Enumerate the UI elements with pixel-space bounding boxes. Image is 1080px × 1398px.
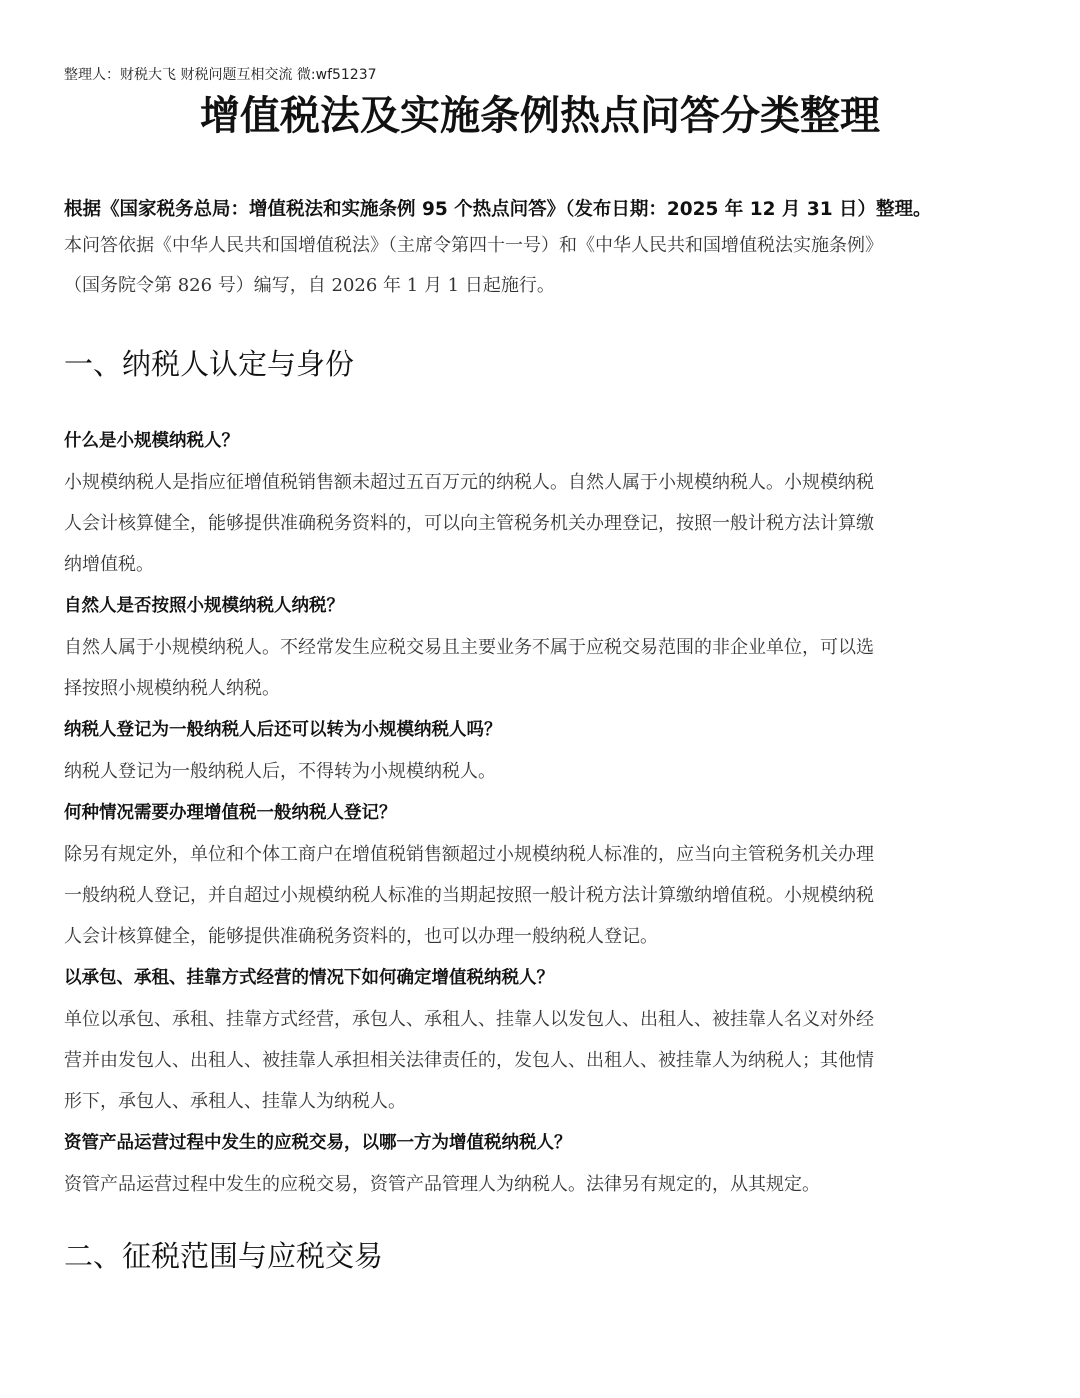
answer-line: 营并由发包人、出租人、被挂靠人承担相关法律责任的，发包人、出租人、被挂靠人为纳税人；其他情 — [64, 1050, 874, 1071]
answer — [64, 834, 1024, 957]
answer-line: 资管产品运营过程中发生的应税交易，资管产品管理人为纳税人。法律另有规定的，从其规定。 — [64, 1174, 820, 1195]
section-heading-1: 一、纳税人认定与身份 — [64, 347, 355, 381]
document-title: 增值税法及实施条例热点问答分类整理 — [200, 93, 880, 139]
qa-item — [64, 591, 1024, 709]
answer-line: 择按照小规模纳税人纳税。 — [64, 678, 280, 699]
question: 什么是小规模纳税人？ — [64, 431, 239, 451]
answer-line: 自然人属于小规模纳税人。不经常发生应税交易且主要业务不属于应税交易范围的非企业单位，可以选 — [64, 637, 874, 658]
answer — [64, 1164, 1024, 1205]
answer-line: 人会计核算健全，能够提供准确税务资料的，可以向主管税务机关办理登记，按照一般计税方法计算缴 — [64, 513, 874, 534]
answer-line: 形下，承包人、承租人、挂靠人为纳税人。 — [64, 1091, 406, 1112]
answer-line: 除另有规定外，单位和个体工商户在增值税销售额超过小规模纳税人标准的，应当向主管税务机关办理 — [64, 844, 874, 865]
qa-item — [64, 963, 1024, 1122]
source-line: 根据《国家税务总局：增值税法和实施条例 95 个热点问答》（发布日期：2025 年 12 月 31 日）整理。 — [64, 199, 932, 220]
answer-line: 纳增值税。 — [64, 554, 154, 575]
answer-line: 人会计核算健全，能够提供准确税务资料的，也可以办理一般纳税人登记。 — [64, 926, 658, 947]
intro-paragraph — [64, 232, 1024, 312]
answer-line: 小规模纳税人是指应征增值税销售额未超过五百万元的纳税人。自然人属于小规模纳税人。小规模纳税 — [64, 472, 874, 493]
qa-item — [64, 715, 1024, 792]
answer-line: 单位以承包、承租、挂靠方式经营，承包人、承租人、挂靠人以发包人、出租人、被挂靠人名义对外经 — [64, 1009, 874, 1030]
answer — [64, 627, 1024, 709]
answer-line: 纳税人登记为一般纳税人后，不得转为小规模纳税人。 — [64, 761, 496, 782]
answer — [64, 999, 1024, 1122]
qa-item — [64, 1128, 1024, 1205]
qa-item — [64, 798, 1024, 957]
question: 资管产品运营过程中发生的应税交易，以哪一方为增值税纳税人？ — [64, 1133, 572, 1153]
answer-line: 一般纳税人登记，并自超过小规模纳税人标准的当期起按照一般计税方法计算缴纳增值税。小规模纳税 — [64, 885, 874, 906]
intro-line: （国务院令第 826 号）编写，自 2026 年 1 月 1 日起施行。 — [64, 275, 555, 296]
qa-list — [64, 426, 1024, 1211]
header-note: 整理人：财税大飞 财税问题互相交流 微:wf51237 — [64, 67, 377, 83]
section-heading-2: 二、征税范围与应税交易 — [64, 1239, 384, 1273]
question: 何种情况需要办理增值税一般纳税人登记？ — [64, 803, 397, 823]
question: 自然人是否按照小规模纳税人纳税？ — [64, 596, 344, 616]
answer — [64, 462, 1024, 585]
qa-item — [64, 426, 1024, 585]
answer — [64, 751, 1024, 792]
question: 以承包、承租、挂靠方式经营的情况下如何确定增值税纳税人？ — [64, 968, 554, 988]
question: 纳税人登记为一般纳税人后还可以转为小规模纳税人吗？ — [64, 720, 502, 740]
intro-line: 本问答依据《中华人民共和国增值税法》（主席令第四十一号）和《中华人民共和国增值税法实施条例》 — [64, 235, 883, 256]
